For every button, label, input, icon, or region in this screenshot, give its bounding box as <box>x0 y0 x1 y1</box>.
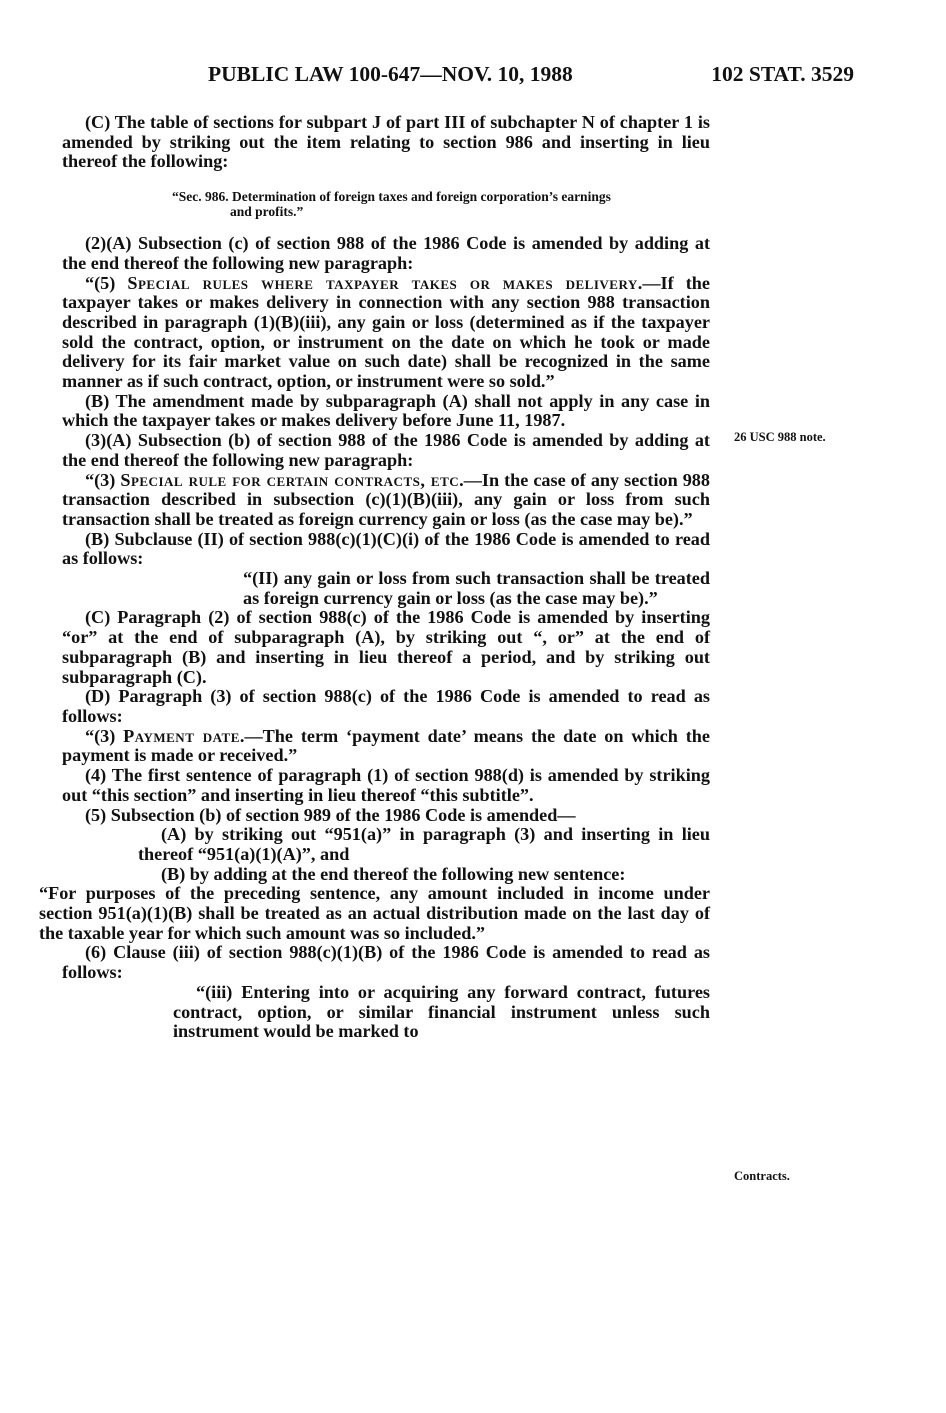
running-header <box>0 60 946 94</box>
paragraph-3a: (3)(A) Subsection (b) of section 988 of the 1986 Code is amended by adding at the end thereof the following new paragraph: <box>62 430 710 470</box>
paragraph-5: (5) Subsection (b) of section 989 of the 1986 Code is amended— <box>85 804 576 825</box>
subparagraph-5a: (A) by striking out “951(a)” in paragraph (3) and inserting in lieu thereof “951(a)(1)(A)”, and <box>138 824 710 864</box>
paragraph-6: (6) Clause (iii) of section 988(c)(1)(B) of the 1986 Code is amended to read as follows: <box>62 942 710 983</box>
new-paragraph-3-heading: Special rule for certain contracts, etc <box>120 469 460 490</box>
paragraph-4: (4) The first sentence of paragraph (1) of section 988(d) is amended by striking out “this section” and inserting in lieu thereof “this subtitle”. <box>62 765 710 805</box>
new-paragraph-3-number: “(3) <box>85 469 121 490</box>
for-purposes-sentence: “For purposes of the preceding sentence, any amount included in income under section 951(a)(1)(B) shall be treated as an actual distribution made on the last day of the taxable year for which such amount was so included.” <box>39 883 710 943</box>
paragraph-2a: (2)(A) Subsection (c) of section 988 of the 1986 Code is amended by adding at the end thereof the following new paragraph: <box>62 233 710 273</box>
new-paragraph-5-heading: Special rules where taxpayer takes or makes delivery <box>127 272 638 293</box>
payment-date-number: “(3) <box>85 725 124 746</box>
payment-date-paragraph <box>62 727 710 766</box>
statute-text <box>39 112 710 1042</box>
margin-note-contracts: Contracts. <box>734 1169 790 1183</box>
header-title: PUBLIC LAW 100-647—NOV. 10, 1988 <box>208 62 573 86</box>
header-stat-citation: 102 STAT. 3529 <box>711 62 854 86</box>
margin-note-26-usc-988: 26 USC 988 note. <box>734 430 826 444</box>
new-paragraph-3 <box>62 471 710 530</box>
payment-date-heading: Payment date <box>123 725 240 746</box>
paragraph-3d: (D) Paragraph (3) of section 988(c) of the 1986 Code is amended to read as follows: <box>62 686 710 726</box>
paragraph-c-table: (C) The table of sections for subpart J of part III of subchapter N of chapter 1 is amended by striking out the item relating to section 986 and inserting in lieu thereof the following: <box>62 112 710 172</box>
paragraph-3c: (C) Paragraph (2) of section 988(c) of the 1986 Code is amended by inserting “or” at the end of subparagraph (A), by striking out “, or” at the end of subparagraph (B) and inserting in lieu thereof a period, and by striking out subparagraph (C). <box>62 607 710 687</box>
new-paragraph-3-text: .—In the case of any section 988 transaction described in subsection (c)(1)(B)(iii), any gain or loss from such transaction shall be treated as foreign currency gain or loss (as the case may be).” <box>62 469 710 529</box>
paragraph-3b: (B) Subclause (II) of section 988(c)(1)(C)(i) of the 1986 Code is amended to read as follows: <box>62 528 710 569</box>
sec-986-entry-line-1: “Sec. 986. Determination of foreign taxes and foreign corporation’s earnings <box>172 189 611 205</box>
new-paragraph-5-number: “(5) <box>85 272 128 293</box>
paragraph-2b: (B) The amendment made by subparagraph (A) shall not apply in any case in which the taxpayer takes or makes delivery before June 11, 1987. <box>62 390 710 431</box>
new-paragraph-5 <box>62 274 710 392</box>
subparagraph-5b: (B) by adding at the end thereof the following new sentence: <box>161 863 626 884</box>
table-of-sections-entry <box>62 189 710 219</box>
payment-date-text: .—The term ‘payment date’ means the date on which the payment is made or received.” <box>62 725 710 766</box>
subclause-ii: “(II) any gain or loss from such transaction shall be treated as foreign currency gain or loss (as the case may be).” <box>243 568 710 608</box>
sec-986-entry-line-2: and profits.” <box>230 204 304 220</box>
new-paragraph-5-text: .—If the taxpayer takes or makes delivery in connection with any section 988 transaction described in paragraph (1)(B)(iii), any gain or loss (determined as if the taxpayer sold the contract, option, or instrument on the date on which he took or made delivery for its fair market value on such date) shall be recognized in the same manner as if such contract, option, or instrument were so sold.” <box>62 272 710 392</box>
clause-iii: “(iii) Entering into or acquiring any forward contract, futures contract, option, or similar financial instrument unless such instrument would be marked to <box>173 981 710 1042</box>
